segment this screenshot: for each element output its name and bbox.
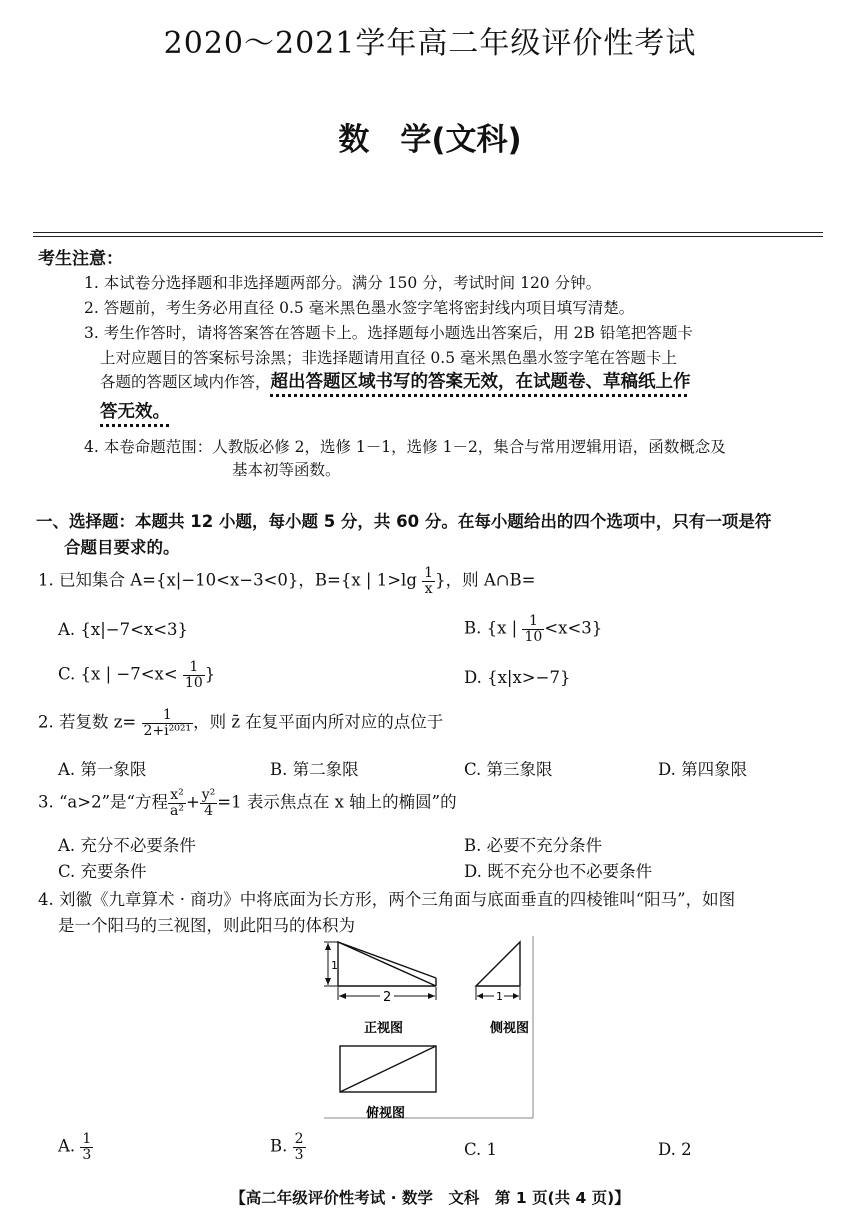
q4-option-c: C. 1 (464, 1140, 498, 1159)
numerator: 1 (183, 660, 205, 676)
q3-option-c: C. 充要条件 (58, 862, 147, 881)
arrow-left-icon (477, 993, 483, 999)
q4-option-b (270, 1132, 306, 1162)
fraction (183, 660, 205, 690)
q2-option-b: B. 第二象限 (270, 760, 359, 779)
q3-option-d: D. 既不充分也不必要条件 (464, 862, 653, 881)
denominator: 10 (524, 628, 543, 645)
notice-item-4-cont: 基本初等函数。 (232, 461, 341, 479)
stem-text: ，则 z̄ 在复平面内所对应的点位于 (193, 712, 444, 732)
question-1-stem (38, 566, 536, 596)
question-3-stem (38, 788, 457, 818)
stem-text: =1 表示焦点在 x 轴上的椭圆”的 (217, 792, 457, 812)
stem-text: 3. “a>2”是“方程 (38, 792, 168, 812)
section-heading: 一、选择题：本题共 12 小题，每小题 5 分，共 60 分。在每小题给出的四个选项中，只有一项是符 (36, 512, 772, 531)
numerator: 2 (294, 1131, 304, 1147)
fraction (80, 1132, 93, 1162)
q4-option-a (58, 1132, 93, 1162)
question-2-stem (38, 708, 443, 738)
q4-option-d: D. 2 (658, 1140, 692, 1159)
front-width-label: 2 (383, 990, 392, 1005)
denominator: 10 (184, 674, 203, 691)
q1-option-d: D. {x|x>−7} (464, 668, 571, 687)
q2-option-d: D. 第四象限 (658, 760, 748, 779)
fraction (422, 566, 435, 596)
denominator: 3 (294, 1146, 304, 1163)
arrow-down-icon (325, 978, 331, 985)
option-text: } (204, 664, 216, 684)
numerator: 1 (82, 1131, 92, 1147)
numerator: y² (201, 787, 216, 803)
notice-heading: 考生注意： (38, 249, 123, 269)
denominator: 4 (204, 802, 213, 819)
notice-item-1: 1. 本试卷分选择题和非选择题两部分。满分 150 分，考试时间 120 分钟。 (84, 274, 602, 292)
arrow-left-icon (339, 993, 346, 999)
numerator: 1 (522, 614, 544, 630)
exam-title: 2020～2021学年高二年级评价性考试 (163, 26, 697, 61)
option-text: C. {x | −7<x< (58, 664, 178, 684)
numerator: 1 (142, 708, 194, 724)
fraction (168, 788, 186, 818)
section-heading-cont: 合题目要求的。 (64, 538, 180, 557)
front-view-label: 正视图 (364, 1021, 404, 1036)
front-view-edge (338, 942, 436, 978)
denominator: 2+i²⁰²¹ (143, 722, 192, 739)
top-view-diagonal (340, 1046, 436, 1092)
stem-text: 1. 已知集合 A={x|−10<x−3<0}，B={x | 1>lg (38, 570, 417, 590)
arrow-right-icon (428, 993, 435, 999)
fraction (200, 788, 218, 818)
side-view-label: 侧视图 (490, 1021, 530, 1036)
q2-option-c: C. 第三象限 (464, 760, 553, 779)
q1-option-c (58, 660, 215, 690)
q3-option-a: A. 充分不必要条件 (58, 836, 196, 855)
q1-option-a: A. {x|−7<x<3} (58, 620, 189, 639)
q1-option-b (464, 614, 602, 644)
denominator: x (424, 580, 433, 597)
fraction (522, 614, 544, 644)
question-4-stem-cont: 是一个阳马的三视图，则此阳马的体积为 (58, 916, 355, 935)
arrow-right-icon (513, 993, 519, 999)
notice-item-3-cont: 上对应题目的答案标号涂黑；非选择题请用直径 0.5 毫米黑色墨水签字笔在答题卡上 (100, 349, 678, 367)
plus-sign: + (185, 792, 200, 812)
notice-emphasis: 超出答题区域书写的答案无效，在试题卷、草稿纸上作 (270, 372, 691, 392)
option-letter: B. (270, 1136, 288, 1156)
fraction (142, 708, 194, 738)
side-width-label: 1 (496, 990, 503, 1003)
notice-item-3: 3. 考生作答时，请将答案答在答题卡上。选择题每小题选出答案后，用 2B 铅笔把答题卡 (84, 324, 693, 342)
top-view-label: 俯视图 (366, 1106, 406, 1121)
exam-subject: 数 学(文科) (338, 122, 522, 158)
notice-text: 各题的答题区域内作答， (100, 373, 271, 391)
denominator: a² (169, 802, 184, 819)
page-footer: 【高二年级评价性考试 · 数学 文科 第 1 页(共 4 页)】 (230, 1189, 630, 1207)
question-4-stem: 4. 刘徽《九章算术 · 商功》中将底面为长方形，两个三角面与底面垂直的四棱锥叫“阳马”，如图 (38, 890, 736, 909)
option-text: B. {x | (464, 618, 518, 638)
notice-item-4: 4. 本卷命题范围：人教版必修 2，选修 1－1，选修 1－2，集合与常用逻辑用语，函数概念及 (84, 438, 726, 456)
q2-option-a: A. 第一象限 (58, 760, 147, 779)
arrow-up-icon (325, 943, 331, 950)
stem-text: }，则 A∩B= (435, 570, 536, 590)
divider-line (33, 236, 823, 237)
fraction (293, 1132, 306, 1162)
front-height-label: 1 (331, 959, 338, 972)
notice-item-3-cont (100, 368, 691, 393)
three-view-figure (318, 934, 540, 1124)
numerator: 1 (424, 565, 434, 581)
stem-text: 2. 若复数 z= (38, 712, 137, 732)
front-view-shape (338, 942, 436, 986)
option-text: <x<3} (544, 618, 603, 638)
side-view-shape (476, 942, 520, 986)
option-letter: A. (58, 1136, 76, 1156)
numerator: x² (168, 788, 186, 804)
notice-emphasis: 答无效。 (100, 402, 170, 422)
notice-item-2: 2. 答题前，考生务必用直径 0.5 毫米黑色墨水签字笔将密封线内项目填写清楚。 (84, 299, 635, 317)
divider-line (33, 232, 823, 233)
denominator: 3 (82, 1146, 92, 1163)
q3-option-b: B. 必要不充分条件 (464, 836, 603, 855)
